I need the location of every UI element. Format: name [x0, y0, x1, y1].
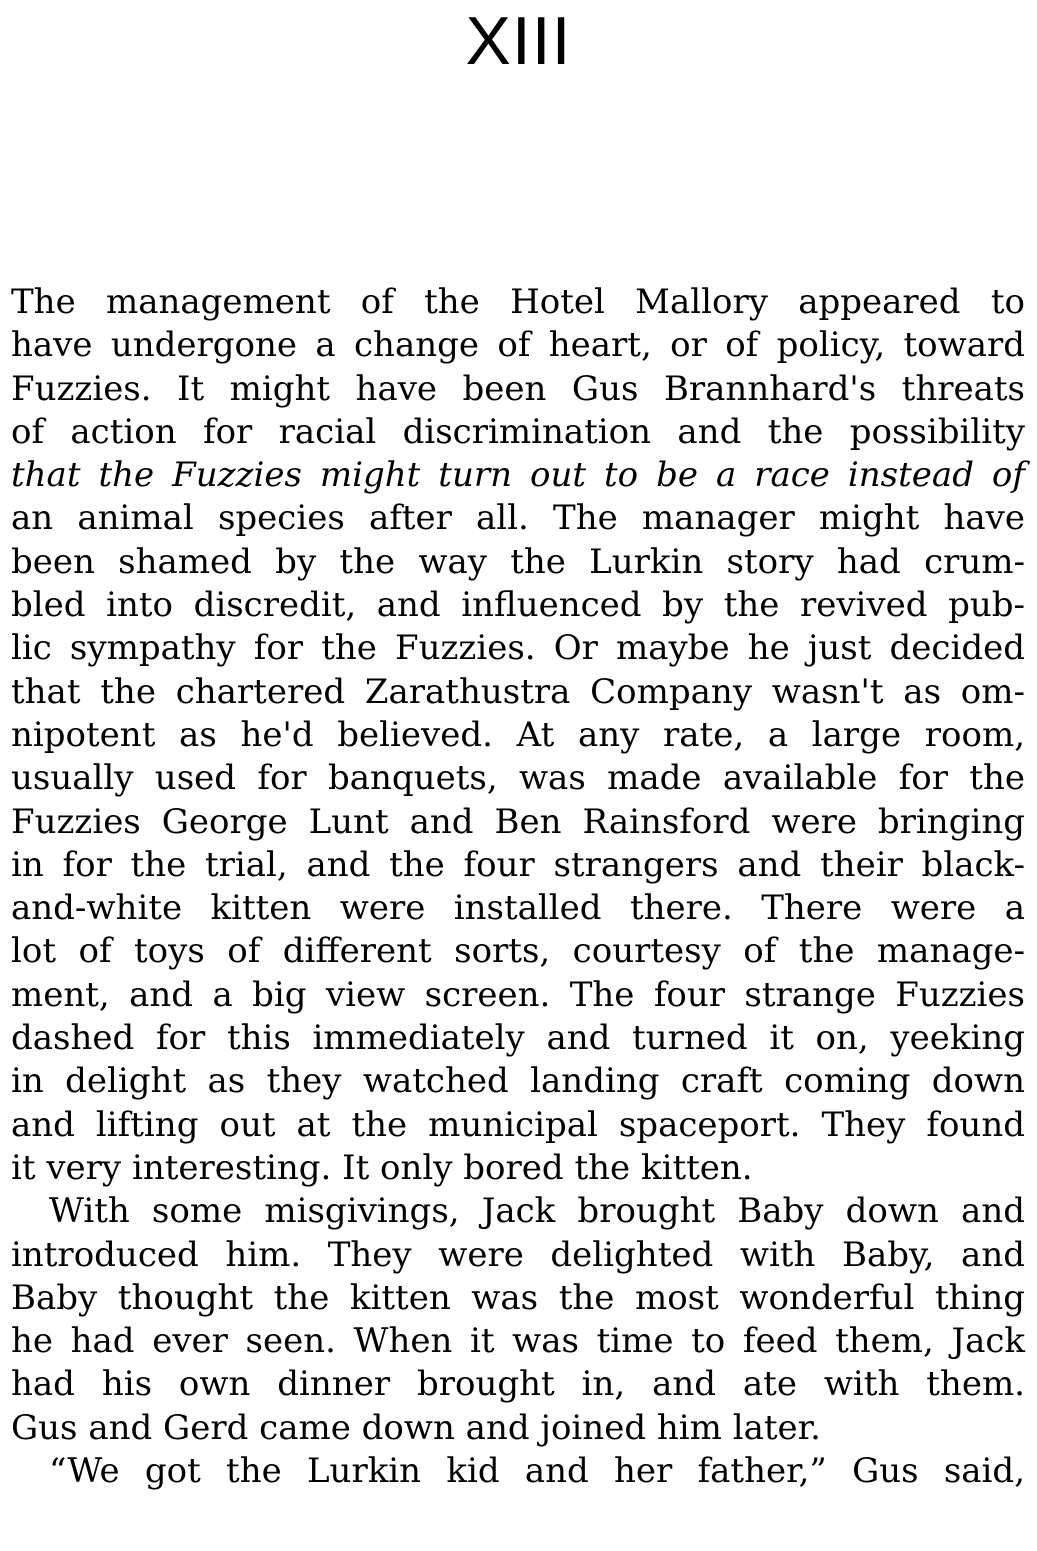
text-line: The management of the Hotel Mallory appeared to — [11, 282, 1025, 322]
text-line: of action for racial discrimination and the possibility — [11, 411, 1025, 452]
text-line: and-white kitten were installed there. There were a — [11, 888, 1025, 929]
text-line: dashed for this immediately and turned it on, yeeking — [11, 1018, 1025, 1059]
text-line: Gus and Gerd came down and joined him later. — [11, 1407, 821, 1448]
text-line: With some misgivings, Jack brought Baby down and — [49, 1191, 1025, 1232]
text-line: nipotent as he'd believed. At any rate, a large room, — [11, 714, 1025, 755]
text-line: “We got the Lurkin kid and her father,” Gus said, — [49, 1451, 1025, 1492]
text-line: in for the trial, and the four strangers and their black- — [11, 844, 1025, 885]
body-text — [11, 281, 1025, 1493]
text-line: have undergone a change of heart, or of policy, toward — [11, 325, 1025, 366]
text-line: he had ever seen. When it was time to feed them, Jack — [11, 1321, 1025, 1362]
text-line: introduced him. They were delighted with Baby, and — [11, 1234, 1025, 1275]
text-line: and lifting out at the municipal spaceport. They found — [11, 1104, 1025, 1145]
text-line: been shamed by the way the Lurkin story had crum- — [11, 541, 1025, 582]
text-line: it very interesting. It only bored the kitten. — [11, 1147, 753, 1188]
text-line: Baby thought the kitten was the most wonderful thing — [11, 1277, 1025, 1318]
text-line: had his own dinner brought in, and ate with them. — [11, 1364, 1025, 1405]
text-line: ment, and a big view screen. The four strange Fuzzies — [11, 974, 1025, 1015]
text-line: lot of toys of different sorts, courtesy of the manage- — [11, 931, 1025, 972]
text-line: lic sympathy for the Fuzzies. Or maybe he just decided — [11, 628, 1025, 669]
text-line: usually used for banquets, was made available for the — [11, 758, 1025, 799]
text-line: Fuzzies. It might have been Gus Brannhard's threats — [11, 368, 1025, 409]
text-line: that the chartered Zarathustra Company wasn't as om- — [11, 671, 1025, 712]
text-line: an animal species after all. The manager might have — [11, 498, 1025, 539]
text-line: in delight as they watched landing craft coming down — [11, 1061, 1025, 1102]
text-line: bled into discredit, and influenced by the revived pub- — [11, 585, 1025, 626]
text-line: that the Fuzzies might turn out to be a race instead of — [11, 455, 1025, 496]
text-line: Fuzzies George Lunt and Ben Rainsford were bringing — [11, 801, 1025, 842]
chapter-heading: XIII — [465, 3, 572, 79]
